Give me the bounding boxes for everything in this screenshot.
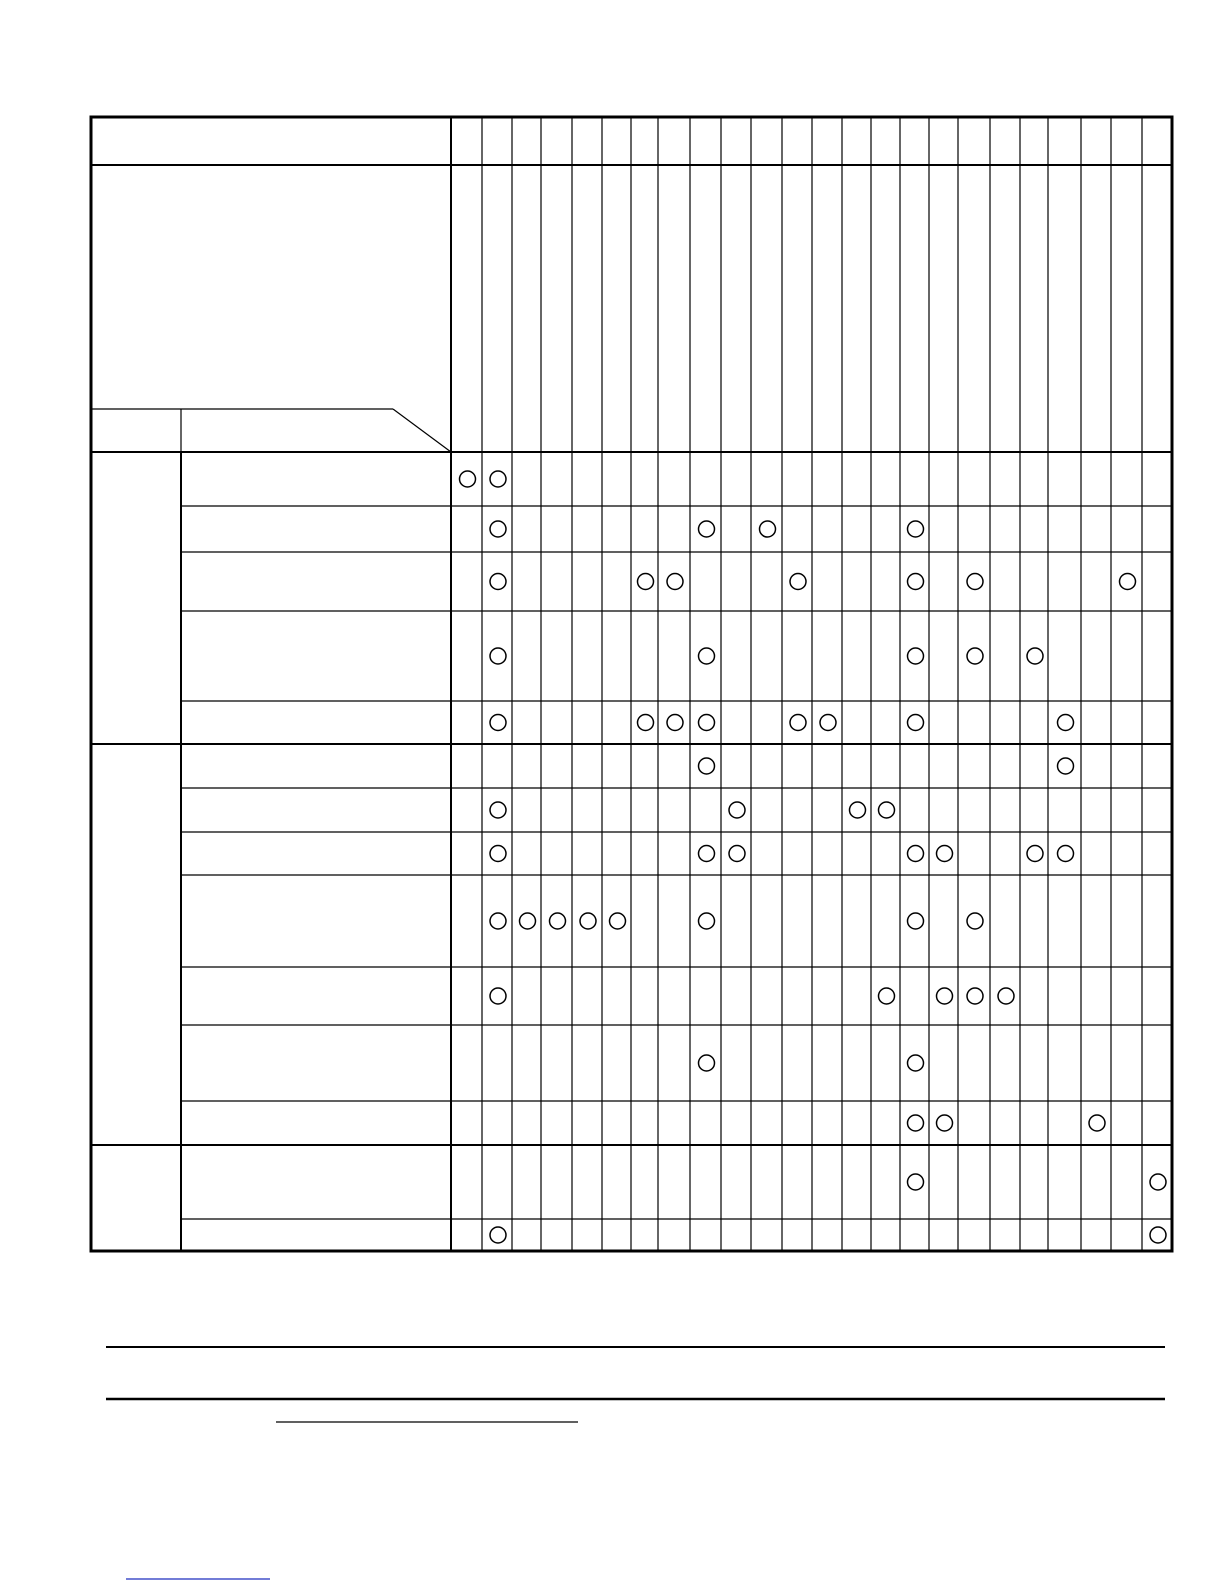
- mark-circle: [908, 574, 924, 590]
- mark-circle: [937, 846, 953, 862]
- mark-circle: [550, 913, 566, 929]
- mark-circle: [667, 715, 683, 731]
- mark-circle: [908, 1115, 924, 1131]
- mark-circle: [490, 715, 506, 731]
- mark-circle: [610, 913, 626, 929]
- mark-circle: [1027, 846, 1043, 862]
- mark-circle: [699, 648, 715, 664]
- mark-circle: [937, 1115, 953, 1131]
- mark-circle: [699, 715, 715, 731]
- mark-circle: [490, 574, 506, 590]
- mark-circle: [490, 913, 506, 929]
- mark-circle: [967, 648, 983, 664]
- mark-circle: [1058, 758, 1074, 774]
- mark-circle: [699, 913, 715, 929]
- mark-circle: [1027, 648, 1043, 664]
- mark-circle: [699, 846, 715, 862]
- mark-circle: [998, 988, 1014, 1004]
- mark-circle: [908, 715, 924, 731]
- mark-circle: [820, 715, 836, 731]
- mark-circle: [1058, 846, 1074, 862]
- header-diagonal: [393, 409, 451, 452]
- mark-circle: [667, 574, 683, 590]
- mark-circle: [908, 913, 924, 929]
- mark-circle: [460, 471, 476, 487]
- mark-circle: [729, 846, 745, 862]
- mark-circle: [490, 1227, 506, 1243]
- mark-circle: [967, 913, 983, 929]
- mark-circle: [790, 715, 806, 731]
- matrix-table: [91, 117, 1172, 1251]
- mark-circle: [879, 988, 895, 1004]
- mark-circle: [967, 988, 983, 1004]
- mark-circle: [490, 521, 506, 537]
- mark-circle: [908, 1174, 924, 1190]
- mark-circle: [490, 988, 506, 1004]
- mark-circle: [699, 1055, 715, 1071]
- mark-circle: [908, 846, 924, 862]
- mark-circle: [699, 758, 715, 774]
- mark-circle: [490, 471, 506, 487]
- mark-circle: [1058, 715, 1074, 731]
- mark-circle: [850, 802, 866, 818]
- mark-circle: [908, 648, 924, 664]
- mark-circle: [908, 521, 924, 537]
- mark-circle: [908, 1055, 924, 1071]
- mark-circle: [1150, 1174, 1166, 1190]
- mark-circle: [790, 574, 806, 590]
- mark-circle: [937, 988, 953, 1004]
- mark-circle: [490, 846, 506, 862]
- matrix-marks: [460, 471, 1167, 1243]
- mark-circle: [520, 913, 536, 929]
- page-footer: [106, 1347, 1165, 1579]
- mark-circle: [1150, 1227, 1166, 1243]
- mark-circle: [967, 574, 983, 590]
- mark-circle: [1089, 1115, 1105, 1131]
- mark-circle: [580, 913, 596, 929]
- mark-circle: [490, 802, 506, 818]
- mark-circle: [879, 802, 895, 818]
- mark-circle: [1120, 574, 1136, 590]
- mark-circle: [638, 574, 654, 590]
- mark-circle: [638, 715, 654, 731]
- mark-circle: [699, 521, 715, 537]
- mark-circle: [729, 802, 745, 818]
- mark-circle: [490, 648, 506, 664]
- mark-circle: [760, 521, 776, 537]
